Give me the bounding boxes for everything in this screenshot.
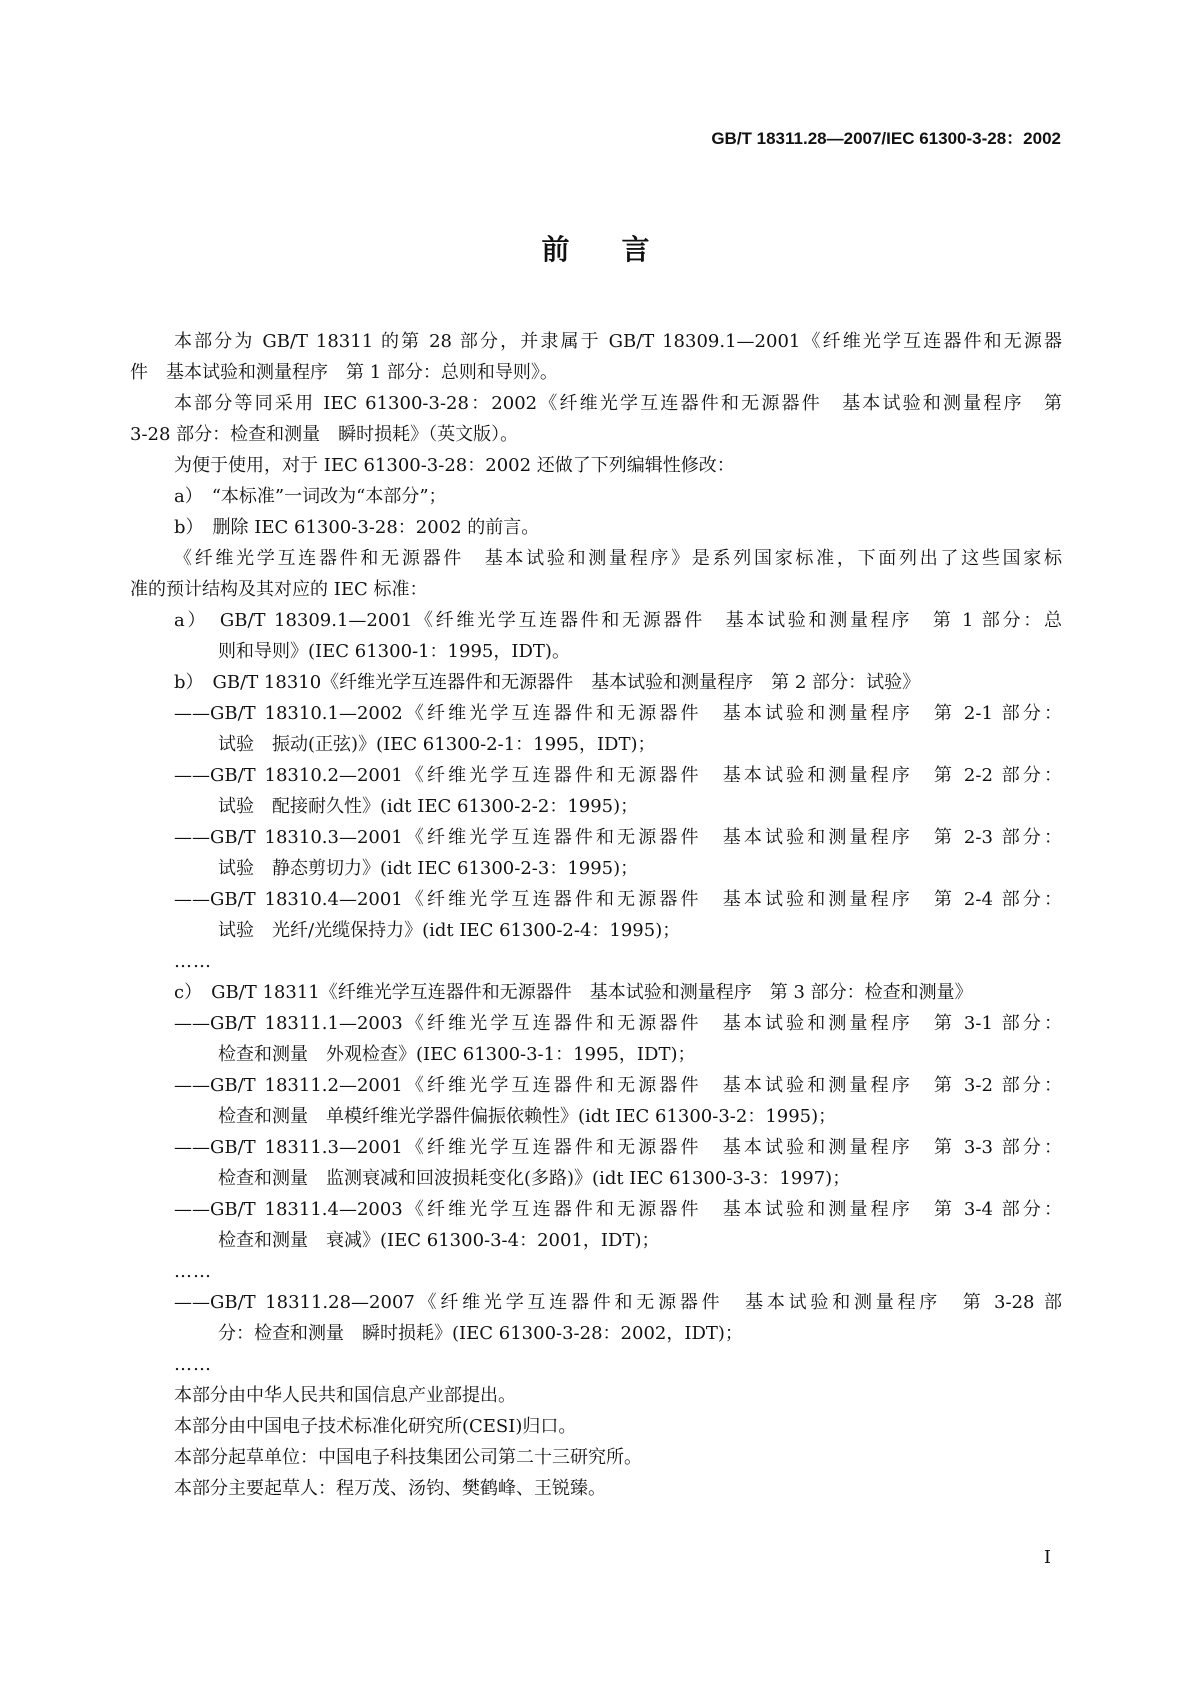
- paragraph-line: 本部分由中华人民共和国信息产业部提出。: [174, 1385, 516, 1406]
- list-item: b） 删除 IEC 61300-3-28：2002 的前言。: [174, 517, 540, 538]
- sub-item-continuation: 检查和测量 监测衰减和回波损耗变化(多路)》(idt IEC 61300-3-3：1997)；: [218, 1168, 851, 1189]
- sub-item-continuation: 试验 配接耐久性》(idt IEC 61300-2-2：1995)；: [218, 796, 639, 817]
- sub-item: ——GB/T 18311.4—2003《纤维光学互连器件和无源器件 基本试验和测量程序 第 3-4 部分：: [174, 1199, 1062, 1220]
- list-item: a） GB/T 18309.1—2001《纤维光学互连器件和无源器件 基本试验和测量程序 第 1 部分：总: [174, 610, 1062, 631]
- sub-item: ——GB/T 18310.2—2001《纤维光学互连器件和无源器件 基本试验和测量程序 第 2-2 部分：: [174, 765, 1062, 786]
- sub-item: ——GB/T 18311.1—2003《纤维光学互连器件和无源器件 基本试验和测量程序 第 3-1 部分：: [174, 1013, 1062, 1034]
- list-item: b） GB/T 18310《纤维光学互连器件和无源器件 基本试验和测量程序 第 2 部分：试验》: [174, 672, 921, 693]
- paragraph-line: 本部分起草单位：中国电子科技集团公司第二十三研究所。: [174, 1447, 642, 1468]
- sub-item-continuation: 试验 振动(正弦)》(IEC 61300-2-1：1995，IDT)；: [218, 734, 656, 755]
- list-item: c） GB/T 18311《纤维光学互连器件和无源器件 基本试验和测量程序 第 3 部分：检查和测量》: [174, 982, 973, 1003]
- list-item: a） “本标准”一词改为“本部分”；: [174, 486, 447, 507]
- ellipsis: ……: [174, 1261, 212, 1282]
- sub-item: ——GB/T 18310.1—2002《纤维光学互连器件和无源器件 基本试验和测量程序 第 2-1 部分：: [174, 703, 1062, 724]
- paragraph-line: 本部分等同采用 IEC 61300-3-28：2002《纤维光学互连器件和无源器件 基本试验和测量程序 第: [174, 393, 1062, 414]
- paragraph-line: 件 基本试验和测量程序 第 1 部分：总则和导则》。: [130, 362, 558, 383]
- sub-item: ——GB/T 18311.28—2007《纤维光学互连器件和无源器件 基本试验和测量程序 第 3-28 部: [174, 1292, 1062, 1313]
- paragraph-line: 3-28 部分：检查和测量 瞬时损耗》（英文版）。: [130, 424, 519, 445]
- sub-item: ——GB/T 18311.3—2001《纤维光学互连器件和无源器件 基本试验和测量程序 第 3-3 部分：: [174, 1137, 1062, 1158]
- ellipsis: ……: [174, 951, 212, 972]
- list-item-continuation: 则和导则》(IEC 61300-1：1995，IDT)。: [218, 641, 570, 662]
- sub-item: ——GB/T 18310.4—2001《纤维光学互连器件和无源器件 基本试验和测量程序 第 2-4 部分：: [174, 889, 1062, 910]
- paragraph-line: 为便于使用，对于 IEC 61300-3-28：2002 还做了下列编辑性修改：: [174, 455, 735, 476]
- sub-item: ——GB/T 18310.3—2001《纤维光学互连器件和无源器件 基本试验和测量程序 第 2-3 部分：: [174, 827, 1062, 848]
- paragraph-line: 本部分主要起草人：程万茂、汤钧、樊鹤峰、王锐臻。: [174, 1478, 606, 1499]
- page-number: I: [1043, 1547, 1051, 1568]
- sub-item-continuation: 检查和测量 衰减》(IEC 61300-3-4：2001，IDT)；: [218, 1230, 660, 1251]
- paragraph-line: 准的预计结构及其对应的 IEC 标准：: [130, 579, 428, 600]
- sub-item-continuation: 试验 光纤/光缆保持力》(idt IEC 61300-2-4：1995)；: [218, 920, 681, 941]
- paragraph-line: 《纤维光学互连器件和无源器件 基本试验和测量程序》是系列国家标准，下面列出了这些国家标: [174, 548, 1062, 569]
- paragraph-line: 本部分由中国电子技术标准化研究所(CESI)归口。: [174, 1416, 577, 1437]
- document-body: [130, 326, 1062, 1504]
- ellipsis: ……: [174, 1354, 212, 1375]
- sub-item: ——GB/T 18311.2—2001《纤维光学互连器件和无源器件 基本试验和测量程序 第 3-2 部分：: [174, 1075, 1062, 1096]
- sub-item-continuation: 检查和测量 单模纤维光学器件偏振依赖性》(idt IEC 61300-3-2：1995)；: [218, 1106, 837, 1127]
- sub-item-continuation: 分：检查和测量 瞬时损耗》(IEC 61300-3-28：2002，IDT)；: [218, 1323, 743, 1344]
- standard-code-header: GB/T 18311.28—2007/IEC 61300-3-28：2002: [711, 129, 1061, 148]
- sub-item-continuation: 试验 静态剪切力》(idt IEC 61300-2-3：1995)；: [218, 858, 639, 879]
- paragraph-line: 本部分为 GB/T 18311 的第 28 部分，并隶属于 GB/T 18309.1—2001《纤维光学互连器件和无源器: [174, 331, 1062, 352]
- page-title: 前言: [541, 233, 702, 266]
- sub-item-continuation: 检查和测量 外观检查》(IEC 61300-3-1：1995，IDT)；: [218, 1044, 696, 1065]
